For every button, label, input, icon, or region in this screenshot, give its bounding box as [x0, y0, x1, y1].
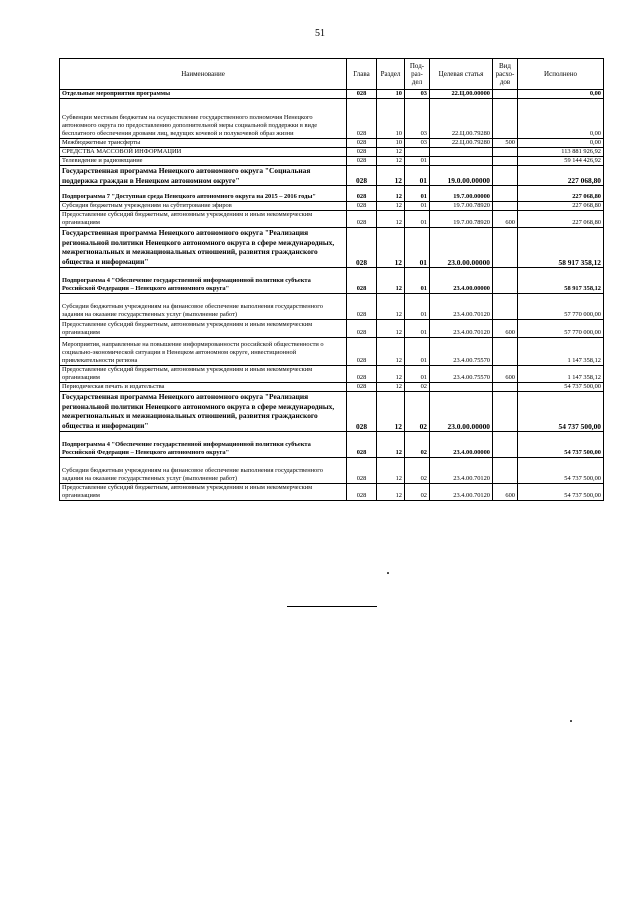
row-glava: 028 — [347, 90, 377, 99]
row-statya: 22.Ц.00.79280 — [430, 99, 493, 139]
row-vid: 600 — [493, 320, 518, 338]
row-razdel: 12 — [377, 211, 405, 228]
row-amount: 57 770 000,00 — [518, 294, 604, 320]
row-glava: 028 — [347, 366, 377, 383]
table-row — [60, 228, 604, 268]
table-row — [60, 484, 604, 501]
row-razdel: 10 — [377, 139, 405, 148]
row-razdel: 12 — [377, 148, 405, 157]
row-podrazdel: 01 — [405, 157, 430, 166]
row-razdel: 12 — [377, 366, 405, 383]
row-statya: 23.4.00.00000 — [430, 432, 493, 458]
row-vid: 600 — [493, 366, 518, 383]
row-vid — [493, 338, 518, 366]
header-amount: Исполнено — [518, 59, 604, 90]
row-glava: 028 — [347, 166, 377, 186]
row-glava: 028 — [347, 484, 377, 501]
row-amount: 227 068,80 — [518, 166, 604, 186]
row-statya: 23.4.00.00000 — [430, 268, 493, 294]
table-row — [60, 186, 604, 202]
row-razdel: 12 — [377, 484, 405, 501]
row-amount: 59 144 426,92 — [518, 157, 604, 166]
row-glava: 028 — [347, 148, 377, 157]
row-podrazdel: 01 — [405, 228, 430, 268]
row-statya: 23.4.00.75570 — [430, 338, 493, 366]
row-vid — [493, 432, 518, 458]
row-amount: 227 068,80 — [518, 211, 604, 228]
row-podrazdel: 01 — [405, 211, 430, 228]
row-vid — [493, 90, 518, 99]
row-glava: 028 — [347, 338, 377, 366]
header-name: Наименование — [60, 59, 347, 90]
row-vid: 500 — [493, 139, 518, 148]
row-name: Государственная программа Ненецкого автономного округа "Реализация региональной политики Ненецкого автономного округа в сфере международных, межрегиональных и межнациональных отношений, развития гражданского общества и информации" — [60, 228, 347, 268]
row-amount: 58 917 358,12 — [518, 228, 604, 268]
row-vid — [493, 392, 518, 432]
row-glava: 028 — [347, 294, 377, 320]
table-row — [60, 139, 604, 148]
row-razdel: 12 — [377, 458, 405, 484]
row-amount: 58 917 358,12 — [518, 268, 604, 294]
row-statya — [430, 383, 493, 392]
row-podrazdel: 03 — [405, 99, 430, 139]
row-name: Мероприятия, направленные на повышение информированности российской общественности о социально-экономической ситуации в Ненецком автономном округе, инвестиционной привлекательности региона — [60, 338, 347, 366]
row-glava: 028 — [347, 228, 377, 268]
row-razdel: 12 — [377, 320, 405, 338]
row-razdel: 12 — [377, 383, 405, 392]
row-name: Предоставление субсидий бюджетным, автономным учреждениям и иным некоммерческим организациям — [60, 211, 347, 228]
row-name: Субсидии бюджетным учреждениям на финансовое обеспечение выполнения государственного задания на оказание государственных услуг (выполнение работ) — [60, 294, 347, 320]
row-vid — [493, 228, 518, 268]
row-statya: 23.4.00.75570 — [430, 366, 493, 383]
table-row — [60, 294, 604, 320]
row-name: Субвенции местным бюджетам на осуществление государственного полномочия Ненецкого автономного округа по предоставлению дополнительной меры социальной поддержки в виде бесплатного обеспечения дровами лиц, ведущих кочевой и полукочевой образ жизни — [60, 99, 347, 139]
row-razdel: 12 — [377, 268, 405, 294]
row-name: Предоставление субсидий бюджетным, автономным учреждениям и иным некоммерческим организациям — [60, 484, 347, 501]
scan-speck — [570, 720, 572, 722]
row-glava: 028 — [347, 202, 377, 211]
header-vid: Вид расхо- дов — [493, 59, 518, 90]
table-row — [60, 392, 604, 432]
table-row — [60, 148, 604, 157]
row-statya: 23.4.00.70120 — [430, 458, 493, 484]
table-row — [60, 383, 604, 392]
header-statya: Целевая статья — [430, 59, 493, 90]
row-glava: 028 — [347, 99, 377, 139]
footer-rule — [287, 606, 377, 607]
row-amount: 1 147 358,12 — [518, 366, 604, 383]
row-name: Субсидии бюджетным учреждениям на финансовое обеспечение выполнения государственного задания на оказание государственных услуг (выполнение работ) — [60, 458, 347, 484]
table-row — [60, 157, 604, 166]
table-row — [60, 211, 604, 228]
row-amount: 57 770 000,00 — [518, 320, 604, 338]
row-name: Межбюджетные трансферты — [60, 139, 347, 148]
row-statya: 23.4.00.70120 — [430, 320, 493, 338]
row-statya — [430, 157, 493, 166]
table-body — [60, 90, 604, 501]
row-podrazdel: 01 — [405, 268, 430, 294]
row-glava: 028 — [347, 432, 377, 458]
row-razdel: 12 — [377, 186, 405, 202]
row-podrazdel: 01 — [405, 320, 430, 338]
header-razdel: Раздел — [377, 59, 405, 90]
row-name: Телевидение и радиовещание — [60, 157, 347, 166]
row-amount: 54 737 500,00 — [518, 458, 604, 484]
header-podrazdel: Под- раз- дел — [405, 59, 430, 90]
row-amount: 227 068,80 — [518, 202, 604, 211]
row-amount: 0,00 — [518, 139, 604, 148]
row-glava: 028 — [347, 157, 377, 166]
table-row — [60, 99, 604, 139]
row-statya: 22.Ц.00.79280 — [430, 139, 493, 148]
row-razdel: 10 — [377, 90, 405, 99]
row-name: Предоставление субсидий бюджетным, автономным учреждениям и иным некоммерческим организациям — [60, 366, 347, 383]
table-row — [60, 366, 604, 383]
header-glava: Глава — [347, 59, 377, 90]
row-name: Отдельные мероприятия программы — [60, 90, 347, 99]
row-vid — [493, 157, 518, 166]
row-statya: 19.7.00.78920 — [430, 211, 493, 228]
row-razdel: 12 — [377, 294, 405, 320]
table-row — [60, 166, 604, 186]
row-amount: 54 737 500,00 — [518, 484, 604, 501]
row-name: Подпрограмма 4 "Обеспечение государственной информационной политики субъекта Российской Федерации – Ненецкого автономного округа" — [60, 268, 347, 294]
row-glava: 028 — [347, 383, 377, 392]
row-amount: 0,00 — [518, 90, 604, 99]
row-glava: 028 — [347, 392, 377, 432]
row-amount: 54 737 500,00 — [518, 383, 604, 392]
row-razdel: 10 — [377, 99, 405, 139]
row-amount: 0,00 — [518, 99, 604, 139]
row-statya: 23.0.00.00000 — [430, 392, 493, 432]
row-name: Государственная программа Ненецкого автономного округа "Реализация региональной политики Ненецкого автономного округа в сфере международных, межрегиональных и межнациональных отношений, развития гражданского общества и информации" — [60, 392, 347, 432]
row-amount: 113 881 926,92 — [518, 148, 604, 157]
row-podrazdel: 02 — [405, 383, 430, 392]
row-vid: 600 — [493, 484, 518, 501]
row-podrazdel: 03 — [405, 90, 430, 99]
row-name: Подпрограмма 7 "Доступная среда Ненецкого автономного округа на 2015 – 2016 годы" — [60, 186, 347, 202]
row-name: Периодическая печать и издательства — [60, 383, 347, 392]
row-name: Предоставление субсидий бюджетным, автономным учреждениям и иным некоммерческим организациям — [60, 320, 347, 338]
row-podrazdel: 01 — [405, 338, 430, 366]
row-statya: 19.7.00.78920 — [430, 202, 493, 211]
row-glava: 028 — [347, 320, 377, 338]
row-vid — [493, 166, 518, 186]
row-podrazdel: 01 — [405, 186, 430, 202]
row-razdel: 12 — [377, 432, 405, 458]
table-row — [60, 90, 604, 99]
row-vid — [493, 202, 518, 211]
page-number: 51 — [315, 28, 325, 39]
table-row — [60, 432, 604, 458]
row-statya — [430, 148, 493, 157]
row-podrazdel: 02 — [405, 458, 430, 484]
row-name: Субсидия бюджетным учреждениям на субтитрование эфиров — [60, 202, 347, 211]
row-podrazdel: 01 — [405, 202, 430, 211]
row-statya: 23.4.00.70120 — [430, 484, 493, 501]
budget-table — [59, 58, 604, 501]
row-vid: 600 — [493, 211, 518, 228]
row-podrazdel: 01 — [405, 294, 430, 320]
row-glava: 028 — [347, 139, 377, 148]
row-podrazdel — [405, 148, 430, 157]
row-razdel: 12 — [377, 228, 405, 268]
row-statya: 19.0.00.00000 — [430, 166, 493, 186]
row-name: Государственная программа Ненецкого автономного округа "Социальная поддержка граждан в Ненецком автономном округе" — [60, 166, 347, 186]
row-statya: 22.Ц.00.00000 — [430, 90, 493, 99]
row-amount: 54 737 500,00 — [518, 432, 604, 458]
row-glava: 028 — [347, 186, 377, 202]
table-row — [60, 338, 604, 366]
row-podrazdel: 01 — [405, 166, 430, 186]
table-row — [60, 458, 604, 484]
row-vid — [493, 294, 518, 320]
row-vid — [493, 458, 518, 484]
table-header-row — [60, 59, 604, 90]
row-name: СРЕДСТВА МАССОВОЙ ИНФОРМАЦИИ — [60, 148, 347, 157]
table-row — [60, 320, 604, 338]
row-razdel: 12 — [377, 157, 405, 166]
row-podrazdel: 02 — [405, 392, 430, 432]
row-amount: 227 068,80 — [518, 186, 604, 202]
row-glava: 028 — [347, 211, 377, 228]
row-razdel: 12 — [377, 166, 405, 186]
row-podrazdel: 01 — [405, 366, 430, 383]
row-podrazdel: 02 — [405, 432, 430, 458]
row-statya: 23.0.00.00000 — [430, 228, 493, 268]
table-row — [60, 202, 604, 211]
row-amount: 1 147 358,12 — [518, 338, 604, 366]
scan-speck — [387, 572, 389, 574]
row-podrazdel: 03 — [405, 139, 430, 148]
row-vid — [493, 186, 518, 202]
row-podrazdel: 02 — [405, 484, 430, 501]
row-statya: 19.7.00.00000 — [430, 186, 493, 202]
row-vid — [493, 148, 518, 157]
row-name: Подпрограмма 4 "Обеспечение государственной информационной политики субъекта Российской Федерации – Ненецкого автономного округа" — [60, 432, 347, 458]
row-statya: 23.4.00.70120 — [430, 294, 493, 320]
table-row — [60, 268, 604, 294]
row-amount: 54 737 500,00 — [518, 392, 604, 432]
row-vid — [493, 268, 518, 294]
row-glava: 028 — [347, 268, 377, 294]
row-razdel: 12 — [377, 338, 405, 366]
row-razdel: 12 — [377, 202, 405, 211]
row-vid — [493, 383, 518, 392]
row-razdel: 12 — [377, 392, 405, 432]
row-glava: 028 — [347, 458, 377, 484]
row-vid — [493, 99, 518, 139]
